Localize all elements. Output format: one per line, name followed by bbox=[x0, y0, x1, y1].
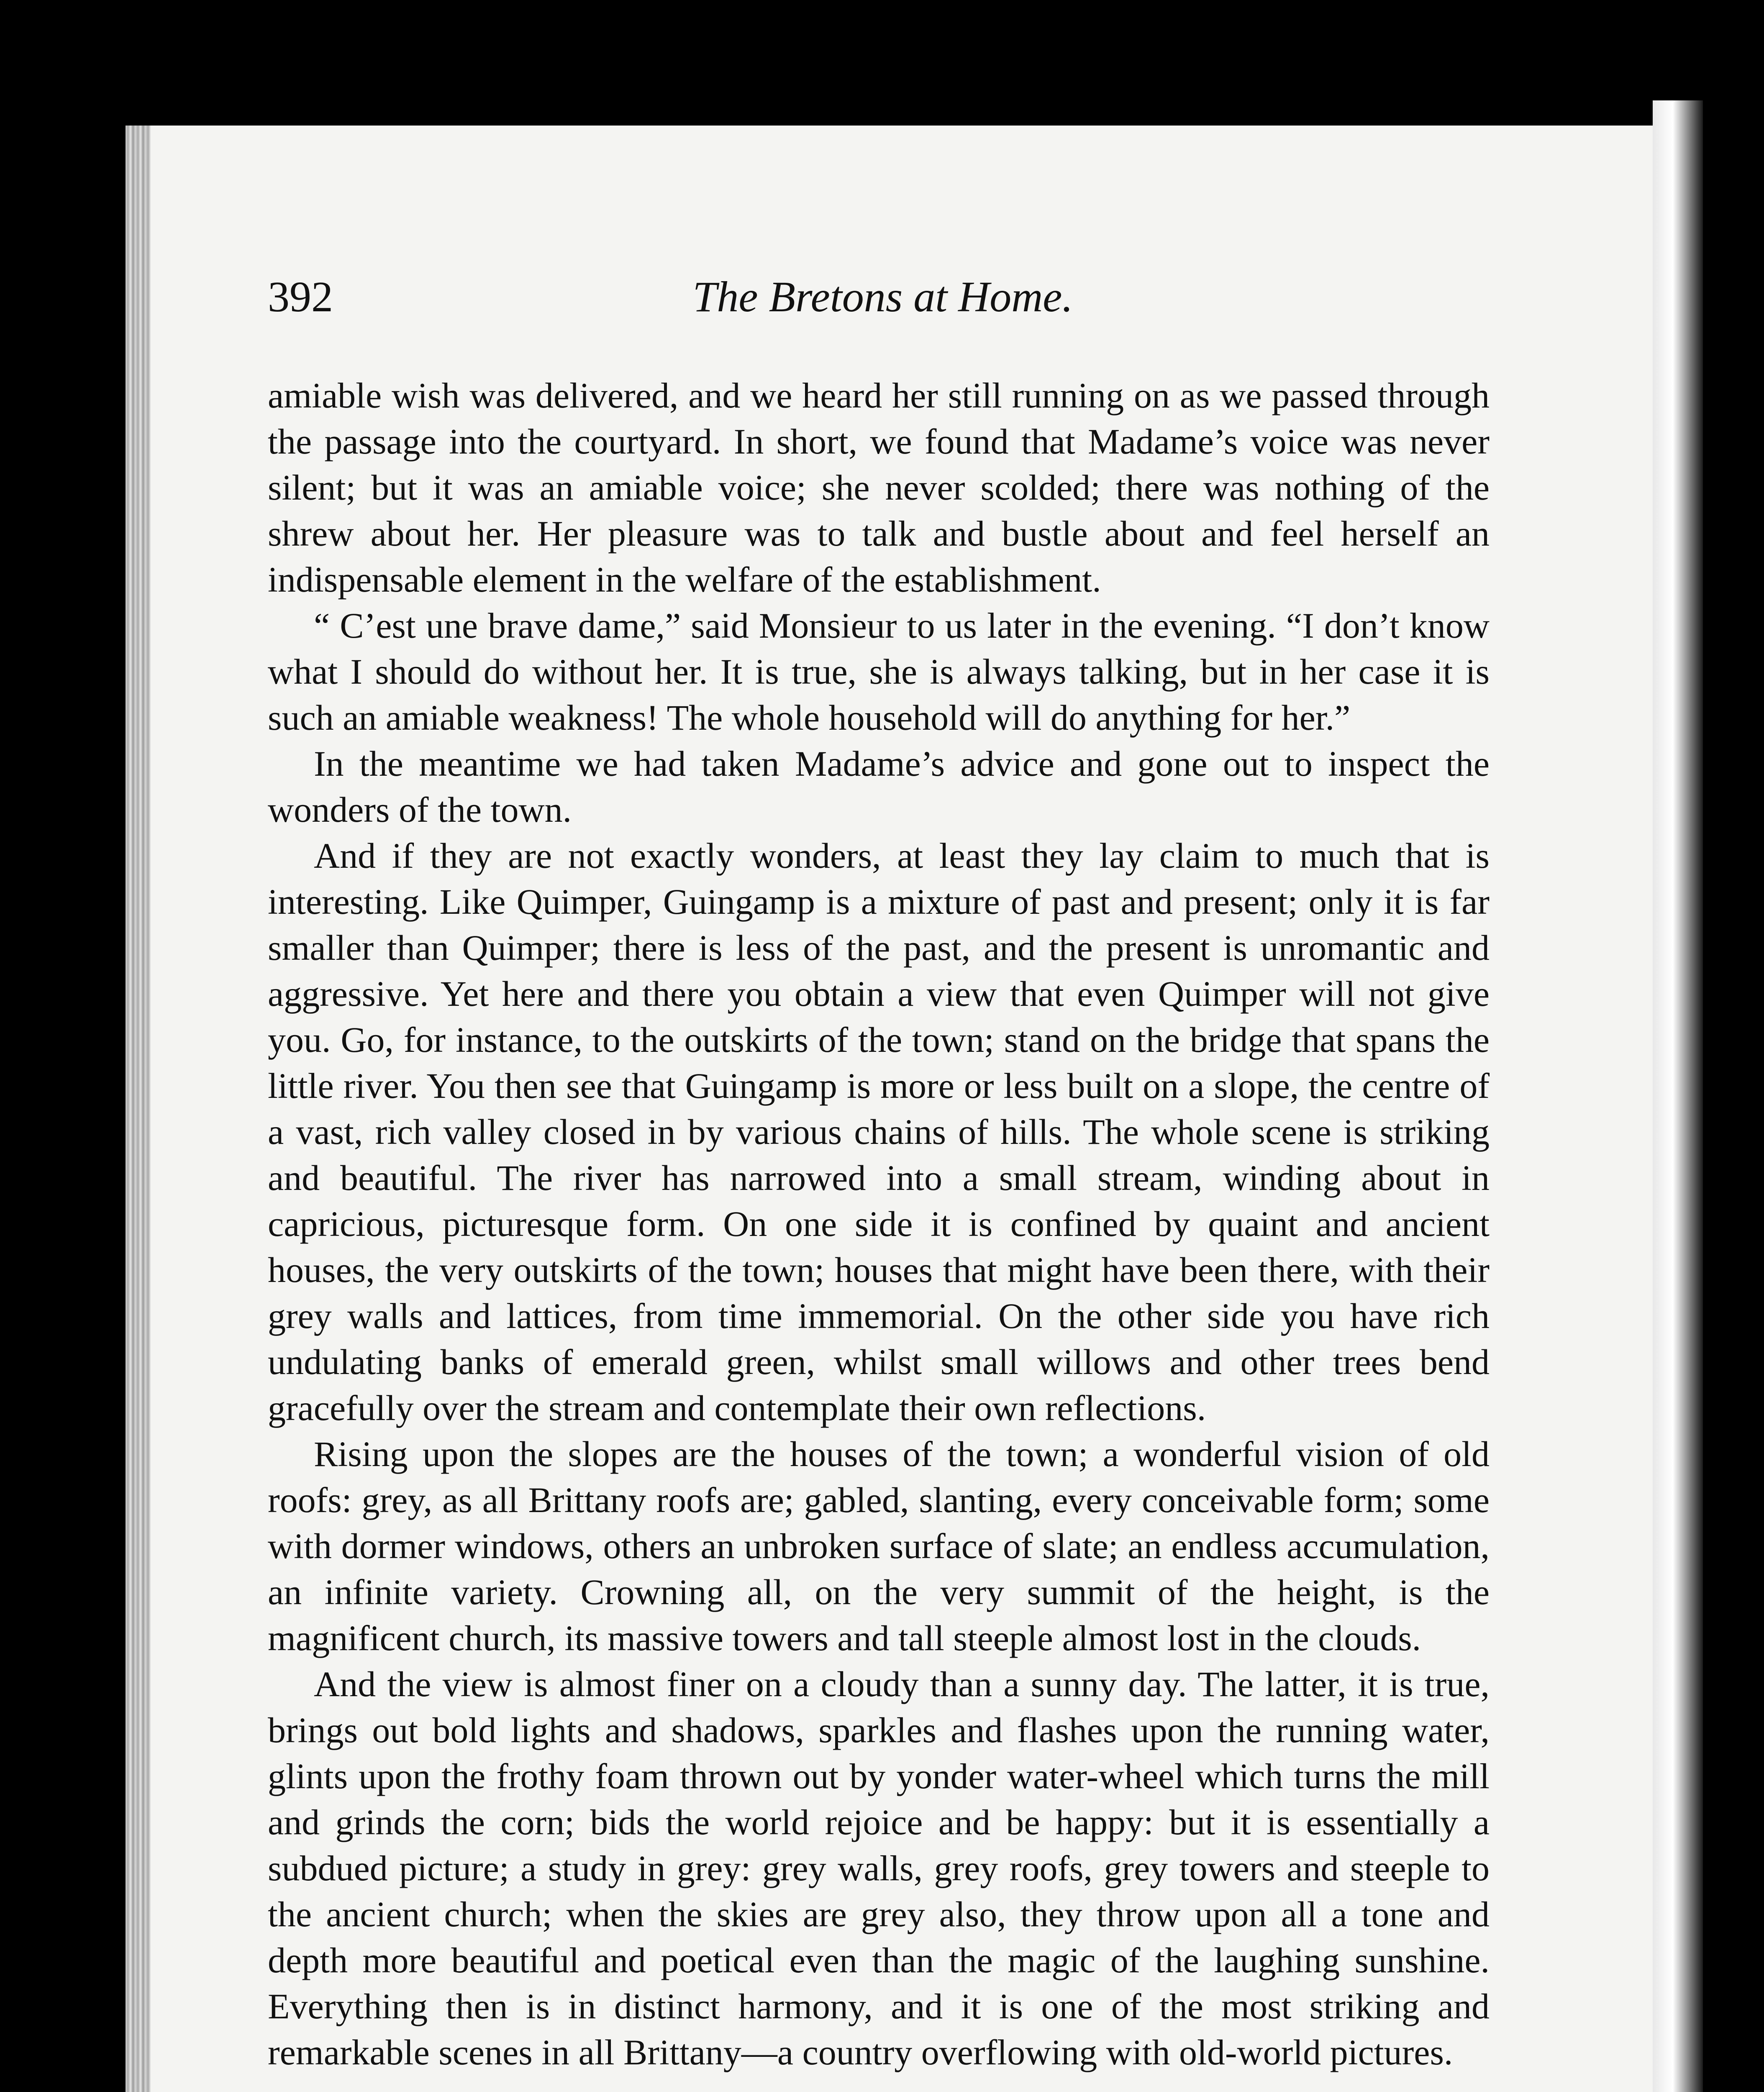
running-title: The Bretons at Home. bbox=[692, 273, 1073, 321]
paragraph-5: Rising upon the slopes are the houses of the town; a wonderful vision of old roofs: grey, as all Brittany roofs are; gabled, slanting, every conceivable form; some with dormer windows, others an unbroken surface of slate; an endless accumulation, an infinite variety. Crowning all, on the very summit of the height, is the magnificent church, its massive towers and tall steeple almost lost in the clouds. bbox=[268, 1434, 1490, 1658]
page-binding-edge bbox=[126, 126, 151, 2092]
paragraph-6: And the view is almost finer on a cloudy than a sunny day. The latter, it is true, brings out bold lights and shadows, sparkles and flashes upon the running water, glints upon the frothy foam thrown out by yonder water-wheel which turns the mill and grinds the corn; bids the world rejoice and be happy: but it is essentially a subdued picture; a study in grey: grey walls, grey roofs, grey towers and steeple to the ancient church; when the skies are grey also, they throw upon all a tone and depth more beautiful and poetical even than the magic of the laughing sunshine. Everything then is in distinct harmony, and it is one of the most striking and remarkable scenes in all Brittany—a country overflowing with old-world pictures. bbox=[268, 1664, 1490, 2072]
page-body bbox=[268, 372, 1490, 2075]
paragraph-2: “ C’est une brave dame,” said Monsieur to us later in the evening. “I don’t know what I should do without her. It is true, she is always talking, but in her case it is such an amiable weakness! The whole household will do anything for her.” bbox=[268, 605, 1490, 738]
paragraph-4: And if they are not exactly wonders, at least they lay claim to much that is interesting. Like Quimper, Guingamp is a mixture of past and present; only it is far smaller than Quimper; there is less of the past, and the present is unromantic and aggressive. Yet here and there you obtain a view that even Quimper will not give you. Go, for instance, to the outskirts of the town; stand on the bridge that spans the little river. You then see that Guingamp is more or less built on a slope, the centre of a vast, rich valley closed in by various chains of hills. The whole scene is striking and beautiful. The river has narrowed into a small stream, winding about in capricious, picturesque form. On one side it is confined by quaint and ancient houses, the very outskirts of the town; houses that might have been there, with their grey walls and lattices, from time immemorial. On the other side you have rich undulating banks of emerald green, whilst small willows and other trees bend gracefully over the stream and contemplate their own reflections. bbox=[268, 836, 1490, 1428]
paragraph-3: In the meantime we had taken Madame’s advice and gone out to inspect the wonders of the town. bbox=[268, 743, 1490, 830]
page-number: 392 bbox=[268, 273, 333, 321]
page-right-edge-shadow bbox=[1653, 100, 1703, 2092]
paragraph-1: amiable wish was delivered, and we heard her still running on as we passed through the passage into the courtyard. In short, we found that Madame’s voice was never silent; but it was an amiable voice; she never scolded; there was nothing of the shrew about her. Her pleasure was to talk and bustle about and feel herself an indispensable element in the welfare of the establishment. bbox=[268, 375, 1490, 600]
page-header bbox=[268, 272, 1498, 331]
